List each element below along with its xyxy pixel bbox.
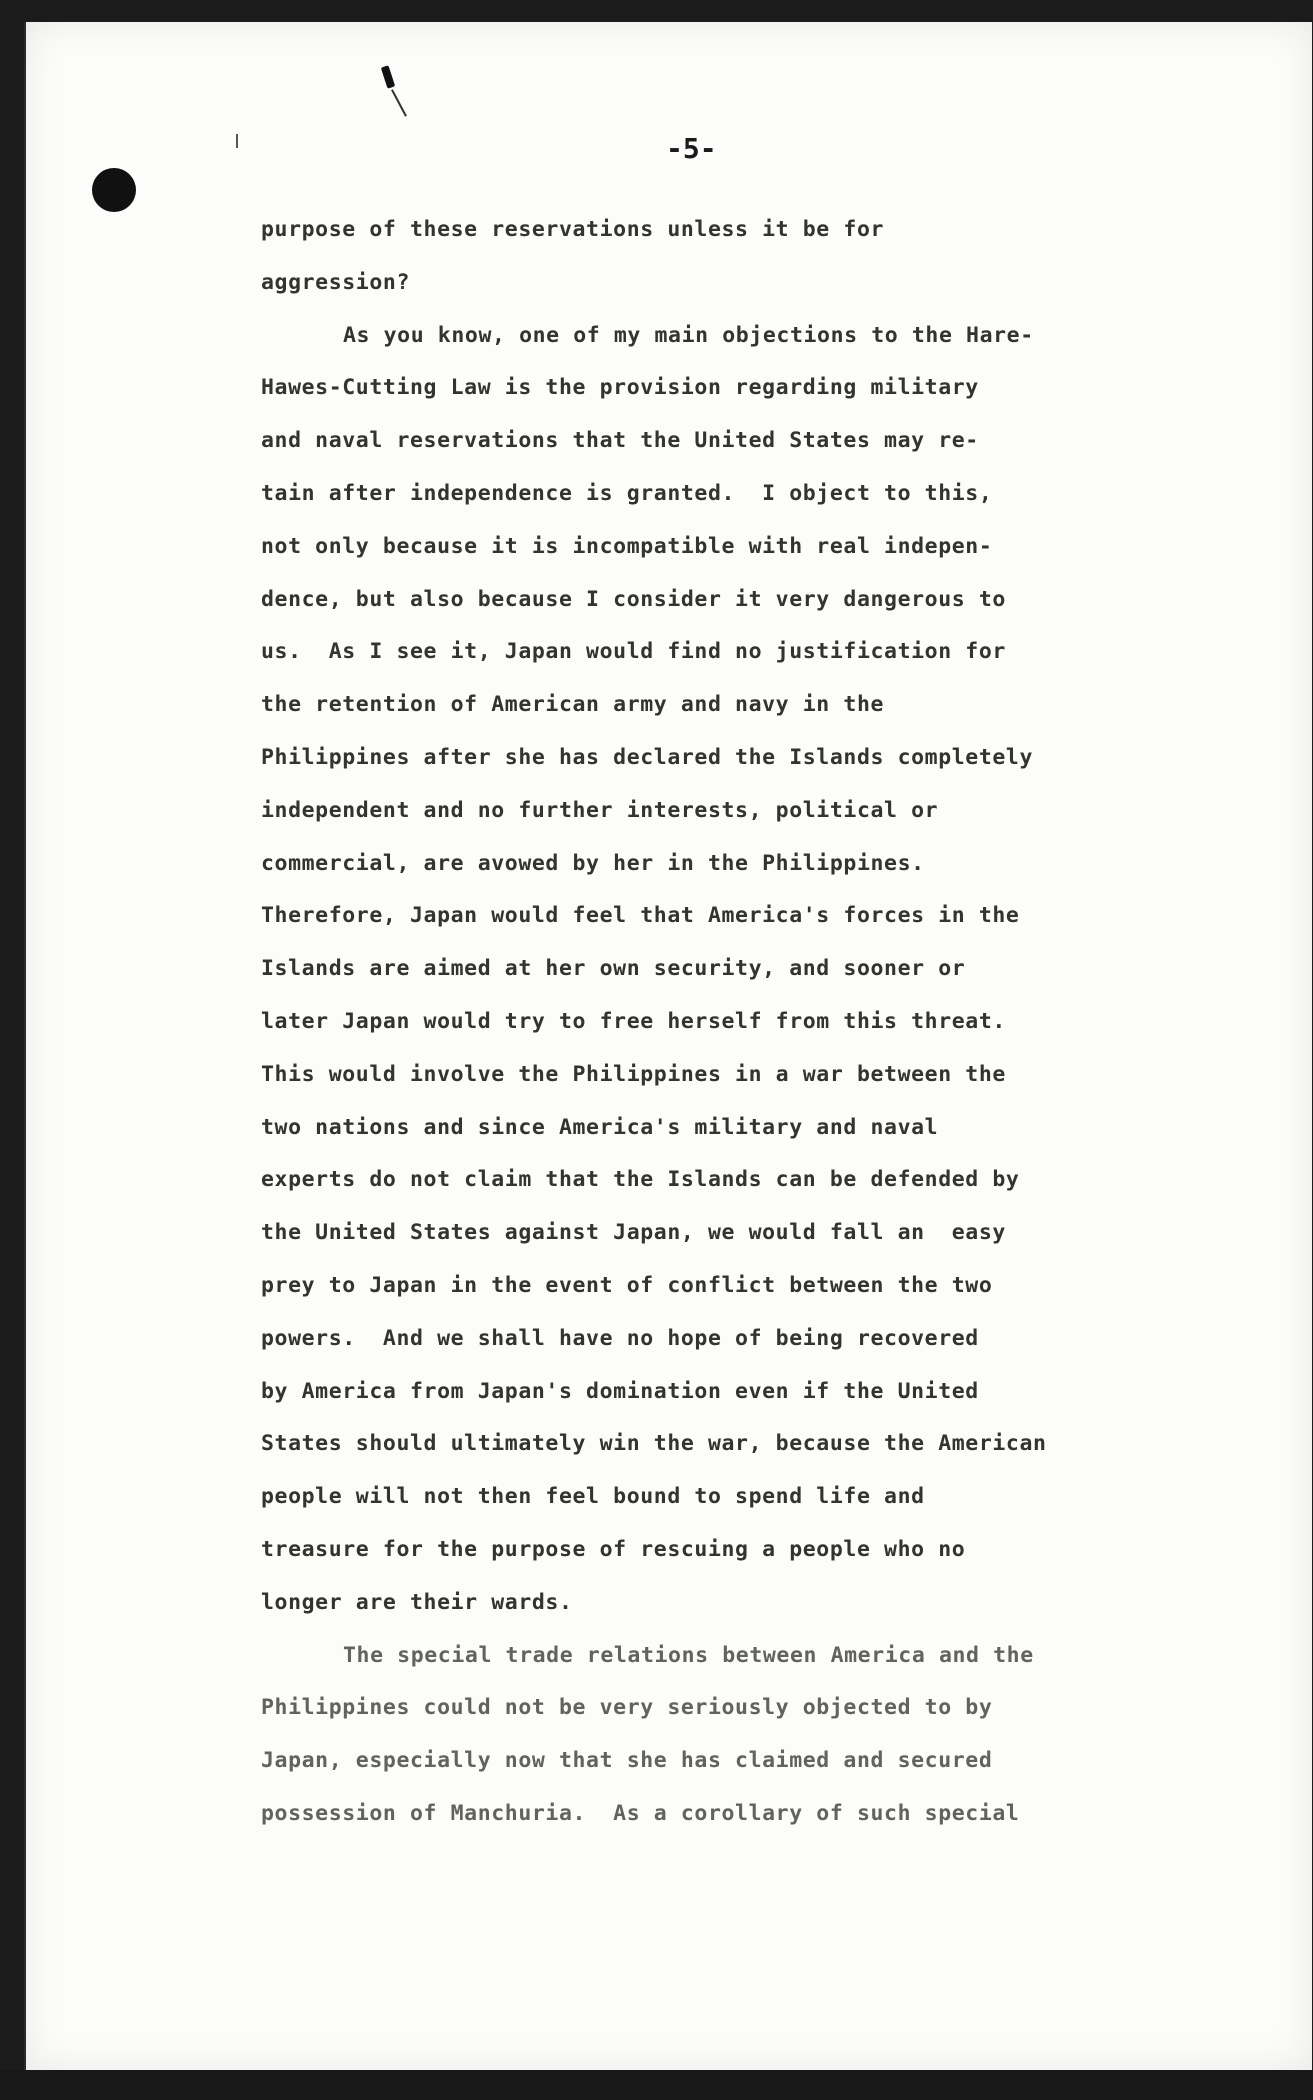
text-line: by America from Japan's domination even if the United <box>261 1378 979 1404</box>
text-line: us. As I see it, Japan would find no justification for <box>261 639 1006 665</box>
text-line: later Japan would try to free herself from this threat. <box>261 1008 1006 1034</box>
text-line: not only because it is incompatible with real indepen- <box>261 533 993 559</box>
text-line: As you know, one of my main objections to the Hare- <box>343 322 1034 348</box>
text-line: Japan, especially now that she has claimed and secured <box>261 1748 993 1774</box>
text-line: longer are their wards. <box>261 1589 573 1615</box>
text-line: people will not then feel bound to spend life and <box>261 1484 925 1510</box>
text-line: The special trade relations between America and the <box>343 1642 1034 1668</box>
text-line: Therefore, Japan would feel that America's forces in the <box>261 903 1020 929</box>
text-line: the retention of American army and navy in the <box>261 692 885 718</box>
text-line: possession of Manchuria. As a corollary of such special <box>261 1800 1020 1826</box>
ink-speck <box>288 1894 298 1902</box>
typed-body-text <box>261 204 1211 1841</box>
page-number: -5- <box>666 132 717 165</box>
text-line: aggression? <box>261 269 410 295</box>
text-line: independent and no further interests, political or <box>261 797 939 823</box>
ink-mark <box>236 134 238 148</box>
text-line: and naval reservations that the United States may re- <box>261 428 979 454</box>
text-line: two nations and since America's military and naval <box>261 1114 939 1140</box>
text-line: prey to Japan in the event of conflict between the two <box>261 1272 993 1298</box>
text-line: Hawes-Cutting Law is the provision regarding military <box>261 375 979 401</box>
text-line: experts do not claim that the Islands can be defended by <box>261 1167 1020 1193</box>
text-line: commercial, are avowed by her in the Philippines. <box>261 850 925 876</box>
text-line: dence, but also because I consider it very dangerous to <box>261 586 1006 612</box>
text-line: States should ultimately win the war, because the American <box>261 1431 1047 1457</box>
ink-mark <box>381 65 395 88</box>
text-line: powers. And we shall have no hope of being recovered <box>261 1325 979 1351</box>
ink-mark <box>391 89 407 116</box>
text-line: Islands are aimed at her own security, and sooner or <box>261 956 966 982</box>
scan-border <box>0 2070 1313 2100</box>
punch-hole <box>92 168 136 212</box>
text-line: tain after independence is granted. I object to this, <box>261 480 993 506</box>
text-line: treasure for the purpose of rescuing a people who no <box>261 1536 966 1562</box>
text-line: the United States against Japan, we would fall an easy <box>261 1220 1006 1246</box>
text-line: Philippines after she has declared the Islands completely <box>261 744 1034 770</box>
text-line: purpose of these reservations unless it be for <box>261 217 885 242</box>
text-line: This would involve the Philippines in a war between the <box>261 1061 1006 1087</box>
document-page <box>24 22 1312 2070</box>
text-line: Philippines could not be very seriously objected to by <box>261 1695 993 1721</box>
